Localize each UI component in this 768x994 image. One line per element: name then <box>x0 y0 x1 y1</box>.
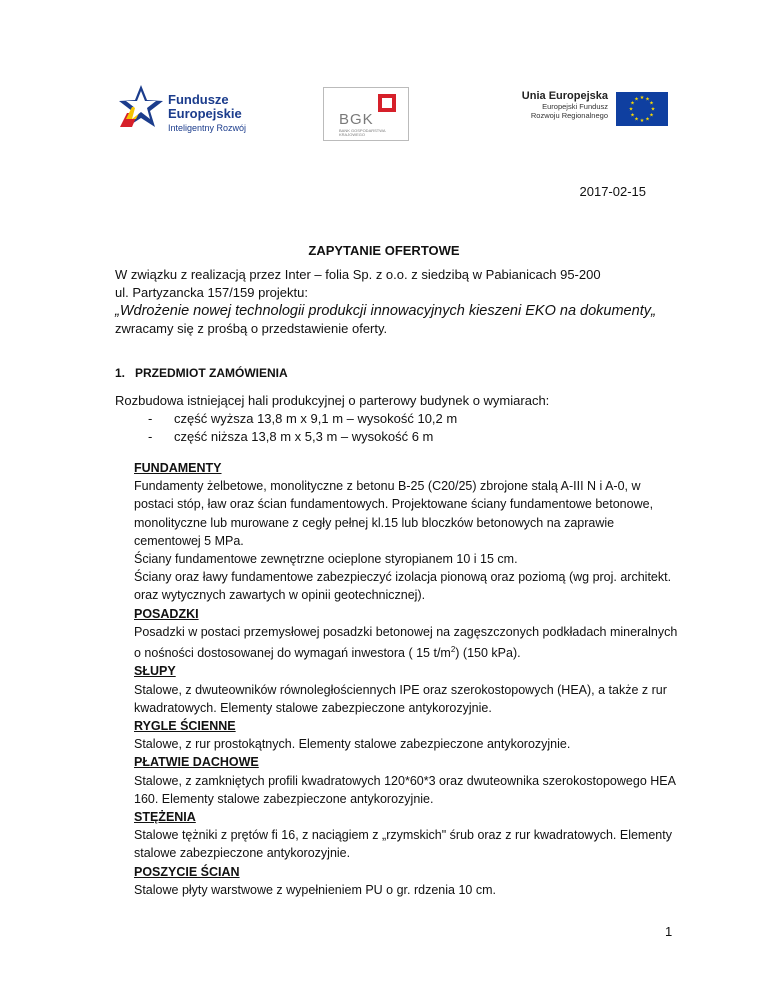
intro-line1: W związku z realizacją przez Inter – folia Sp. z o.o. z siedzibą w Pabianicach 95-200 <box>115 267 601 282</box>
fundamenty-p1: Fundamenty żelbetowe, monolityczne z betonu B-25 (C20/25) zbrojone stalą A-III N i A-0, w postaci stóp, ław oraz ścian fundamentowych. Projektowane ściany fundamentowe betonowe, monolityczne lub murowane z cegły pełnej kl.15 lub bloczków betonowych na zaprawie cementowej 5 MPa. <box>134 479 654 548</box>
heading-posadzki: POSADZKI <box>134 606 199 621</box>
list-item <box>115 410 675 428</box>
intro-line2: ul. Partyzancka 157/159 projektu: <box>115 285 308 300</box>
project-name: „Wdrożenie nowej technologii produkcji innowacyjnych kieszeni EKO na dokumenty„ <box>115 303 656 319</box>
posadzki-text-a: Posadzki w postaci przemysłowej posadzki betonowej na zagęszczonych podkładach mineralnych o nośności dostosowanej do wymagań inwestora ( 15 t/m <box>134 624 678 661</box>
document-date: 2017-02-15 <box>579 184 646 199</box>
document-title: ZAPYTANIE OFERTOWE <box>308 243 460 258</box>
posadzki-p1 <box>134 623 679 663</box>
svg-text:★: ★ <box>649 112 654 119</box>
fundamenty-p2: Ściany fundamentowe zewnętrzne ocieplone styropianem 10 i 15 cm. <box>134 552 518 567</box>
ue-sub1: Europejski Fundusz <box>542 102 608 111</box>
fe-sub: Inteligentny Rozwój <box>168 123 247 133</box>
list-item-text: część niższa 13,8 m x 5,3 m – wysokość 6 m <box>174 429 434 444</box>
eu-flag-icon <box>616 92 668 126</box>
specifications <box>134 459 679 899</box>
platwie-p1: Stalowe, z zamkniętych profili kwadratowych 120*60*3 oraz dwuteownika szerokostopowego HEA 160. Elementy stalowe zabezpieczone antykorozyjnie. <box>134 773 676 806</box>
bgk-logo <box>323 87 409 141</box>
fundamenty-p3: Ściany oraz ławy fundamentowe zabezpieczyć izolacja pionową oraz poziomą (wg proj. architekt. oraz wytycznych zawartych w opinii geotechnicznej). <box>134 570 672 603</box>
section-heading <box>115 366 288 380</box>
bgk-sub: BANK GOSPODARSTWA KRAJOWEGO <box>339 128 386 137</box>
svg-text:★: ★ <box>634 96 639 103</box>
stezenia-p1: Stalowe tężniki z prętów fi 16, z naciągiem z „rzymskich" śrub oraz z rur kwadratowych. Elementy stalowe zabezpieczone antykorozyjnie. <box>134 828 672 861</box>
slupy-p1: Stalowe, z dwuteowników równoległościennych IPE oraz szerokostopowych (HEA), a także z rur kwadratowych. Elementy stalowe zabezpieczone antykorozyjnie. <box>134 682 667 715</box>
list-dash: - <box>148 411 153 426</box>
bgk-square-icon <box>378 94 396 112</box>
ue-title: Unia Europejska <box>521 90 608 102</box>
heading-platwie: PŁATWIE DACHOWE <box>134 755 259 770</box>
posadzki-text-b: ) (150 kPa). <box>455 646 521 661</box>
svg-text:★: ★ <box>645 96 650 103</box>
svg-text:★: ★ <box>630 100 635 107</box>
intro-paragraph <box>115 266 675 338</box>
poszycie-p1: Stalowe płyty warstwowe z wypełnieniem PU o gr. rdzenia 10 cm. <box>134 882 496 897</box>
svg-text:★: ★ <box>630 112 635 119</box>
list-item <box>115 428 675 446</box>
svg-text:★: ★ <box>639 95 645 101</box>
svg-text:★: ★ <box>645 116 650 123</box>
scope-block <box>115 392 675 446</box>
section-title: PRZEDMIOT ZAMÓWIENIA <box>135 366 288 380</box>
heading-stezenia: STĘŻENIA <box>134 810 196 825</box>
heading-slupy: SŁUPY <box>134 664 176 679</box>
list-item-text: część wyższa 13,8 m x 9,1 m – wysokość 10,2 m <box>174 411 458 426</box>
fe-star-icon <box>118 83 164 129</box>
svg-text:★: ★ <box>650 106 656 113</box>
rygle-p1: Stalowe, z rur prostokątnych. Elementy stalowe zabezpieczone antykorozyjnie. <box>134 737 571 752</box>
fundusze-europejskie-logo <box>118 83 268 139</box>
svg-text:★: ★ <box>649 100 654 107</box>
svg-text:★: ★ <box>628 106 634 113</box>
scope-list <box>115 410 675 446</box>
heading-rygle: RYGLE ŚCIENNE <box>134 719 236 733</box>
posadzki-sup: 2 <box>450 645 456 655</box>
scope-lead: Rozbudowa istniejącej hali produkcyjnej o parterowy budynek o wymiarach: <box>115 393 550 408</box>
fe-line2: Europejskie <box>168 106 242 121</box>
heading-poszycie: POSZYCIE ŚCIAN <box>134 864 240 879</box>
svg-text:★: ★ <box>639 118 645 124</box>
section-number: 1. <box>115 366 126 380</box>
heading-fundamenty: FUNDAMENTY <box>134 461 222 475</box>
fe-line1: Fundusze <box>168 92 229 107</box>
bgk-name: BGK <box>339 111 374 128</box>
ue-sub2: Rozwoju Regionalnego <box>530 111 608 120</box>
svg-text:★: ★ <box>634 116 639 123</box>
page-number: 1 <box>665 924 673 939</box>
unia-europejska-logo <box>513 88 673 128</box>
intro-line4: zwracamy się z prośbą o przedstawienie oferty. <box>115 321 388 336</box>
list-dash: - <box>148 429 153 444</box>
